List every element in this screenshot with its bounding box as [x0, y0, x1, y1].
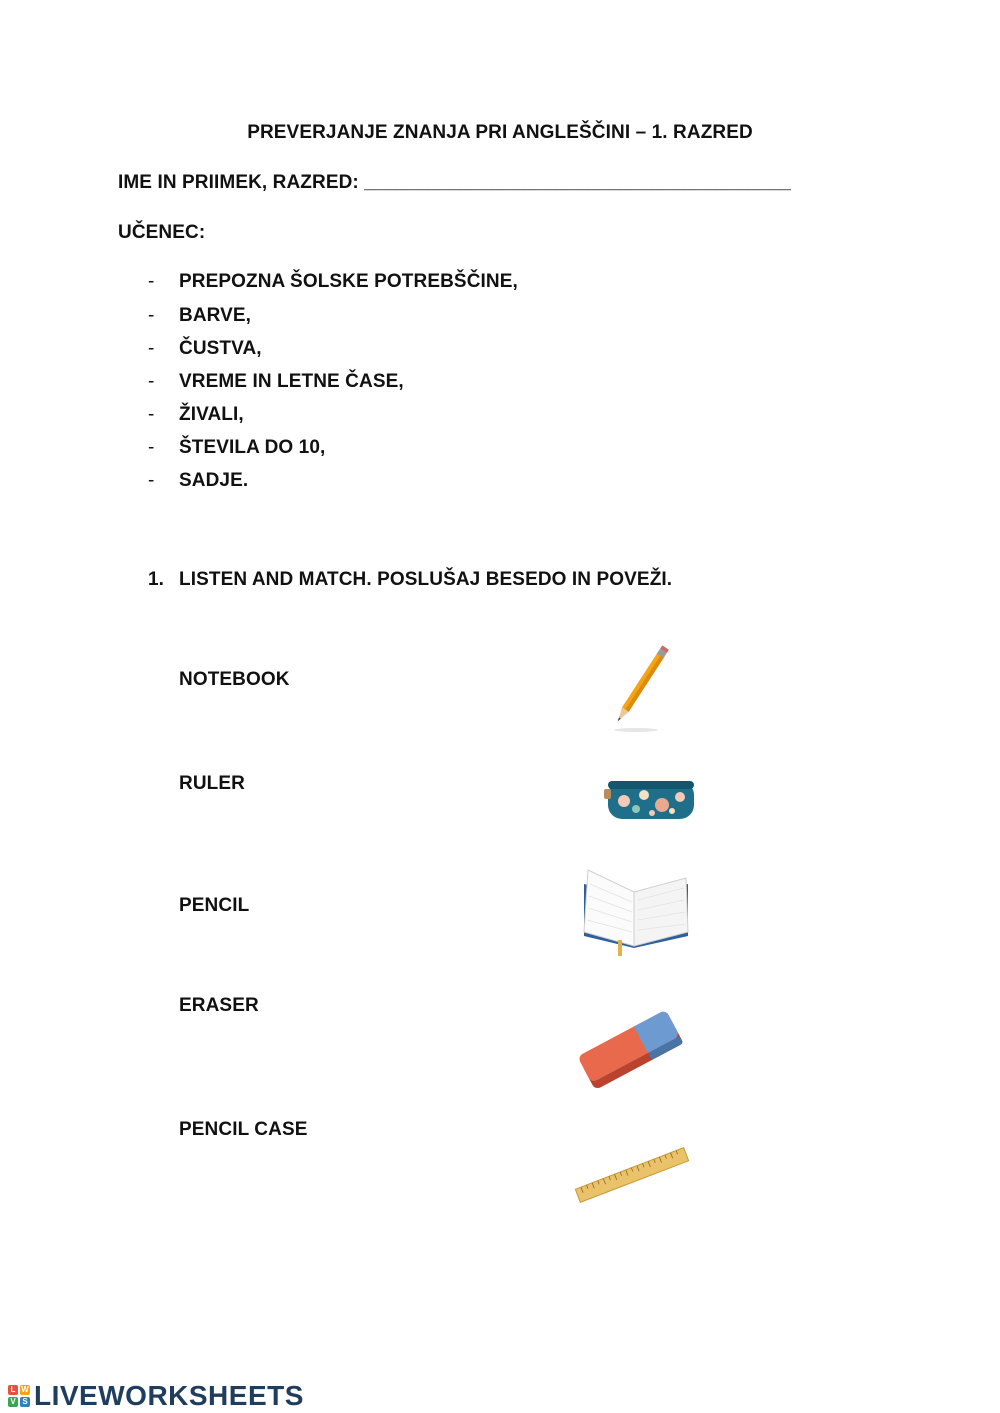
list-bullet: - — [148, 338, 155, 359]
pencil-case-image[interactable] — [604, 775, 698, 825]
match-word-pencil-case[interactable]: PENCIL CASE — [179, 1119, 308, 1140]
eraser-image[interactable] — [574, 1005, 686, 1093]
name-field-label: IME IN PRIIMEK, RAZRED: ________________________________________ — [118, 172, 791, 193]
list-item: VREME IN LETNE ČASE, — [179, 371, 404, 392]
match-word-eraser[interactable]: ERASER — [179, 995, 259, 1016]
list-item: PREPOZNA ŠOLSKE POTREBŠČINE, — [179, 271, 518, 292]
liveworksheets-logo — [8, 1380, 304, 1412]
student-label: UČENEC: — [118, 222, 206, 243]
logo-mark-icon: L W V S — [8, 1385, 30, 1407]
page-title: PREVERJANJE ZNANJA PRI ANGLEŠČINI – 1. RAZRED — [247, 122, 753, 143]
pencil-image[interactable] — [600, 640, 680, 735]
list-item: BARVE, — [179, 305, 252, 326]
match-word-notebook[interactable]: NOTEBOOK — [179, 669, 290, 690]
logo-text: LIVEWORKSHEETS — [34, 1380, 304, 1411]
list-bullet: - — [148, 437, 155, 458]
list-item: ŠTEVILA DO 10, — [179, 437, 326, 458]
ruler-image[interactable] — [574, 1138, 690, 1212]
match-word-pencil[interactable]: PENCIL — [179, 895, 250, 916]
list-bullet: - — [148, 305, 155, 326]
task-instruction: LISTEN AND MATCH. POSLUŠAJ BESEDO IN POVEŽI. — [179, 569, 673, 590]
list-item: SADJE. — [179, 470, 249, 491]
list-bullet: - — [148, 404, 155, 425]
list-item: ČUSTVA, — [179, 338, 262, 359]
match-word-ruler[interactable]: RULER — [179, 773, 245, 794]
list-bullet: - — [148, 470, 155, 491]
task-number: 1. — [148, 569, 165, 590]
notebook-image[interactable] — [576, 866, 696, 958]
list-bullet: - — [148, 271, 155, 292]
list-item: ŽIVALI, — [179, 404, 244, 425]
list-bullet: - — [148, 371, 155, 392]
